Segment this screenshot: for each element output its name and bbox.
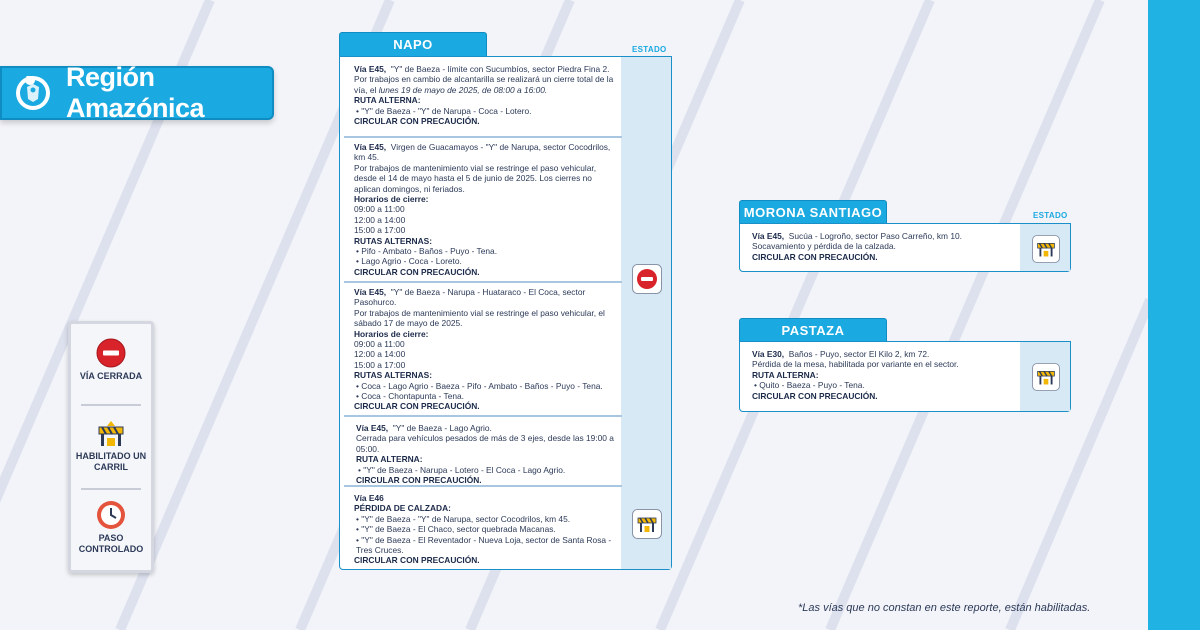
section-title-morona-santiago: MORONA SANTIAGO: [739, 200, 887, 224]
napo-entry-1: Vía E45, "Y" de Baeza - límite con Sucumbíos, sector Piedra Fina 2. Por trabajos en cambio de alcantarilla se realizará un cierre total de la vía, el lunes 19 de mayo de 2025, de 08:00 a 16:00. RUTA ALTERNA: • "Y" de Baeza - "Y" de Narupa - Coca - Lotero. CIRCULAR CON PRECAUCIÓN.: [354, 64, 614, 127]
morona-entry: Vía E45, Sucúa - Logroño, sector Paso Carreño, km 10. Socavamiento y pérdida de la calzada. CIRCULAR CON PRECAUCIÓN.: [752, 231, 962, 262]
entry-divider: [344, 281, 622, 283]
barrier-icon: [1032, 235, 1060, 263]
legend-label-controlled: PASO CONTROLADO: [78, 533, 144, 554]
legend-panel: [68, 321, 154, 573]
legend-divider: [81, 488, 141, 490]
clock-icon: [96, 500, 126, 530]
legend-item-controlled: [71, 500, 151, 555]
legend-label-closed: VÍA CERRADA: [79, 371, 143, 381]
map-pin-icon: [16, 76, 50, 110]
pastaza-panel: [739, 341, 1071, 412]
barrier-icon: [632, 509, 662, 539]
section-title-pastaza: PASTAZA: [739, 318, 887, 342]
legend-label-one-lane: HABILITADO UN CARRIL: [75, 451, 147, 472]
morona-panel: [739, 223, 1071, 272]
entry-divider: [344, 415, 622, 417]
napo-entry-2: Vía E45, Virgen de Guacamayos - "Y" de Narupa, sector Cocodrilos, km 45. Por trabajos de mantenimiento vial se restringe el paso vehicular, desde el 14 de mayo hasta el 5 de junio de 2025. Los cierres no aplican domingos, ni feriados. Horarios de cierre: 09:00 a 11:00 12:00 a 14:00 15:00 a 17:00 RUTAS ALTERNAS: • Pifo - Ambato - Baños - Puyo - Tena. • Lago Agrio - Coca - Loreto. CIRCULAR CON PRECAUCIÓN.: [354, 142, 611, 277]
barrier-icon: [1032, 363, 1060, 391]
no-entry-icon: [96, 338, 126, 368]
no-entry-icon: [632, 264, 662, 294]
pastaza-entry: Vía E30, Baños - Puyo, sector El Kilo 2, km 72. Pérdida de la mesa, habilitada por variante en el sector. RUTA ALTERNA: • Quito - Baeza - Puyo - Tena. CIRCULAR CON PRECAUCIÓN.: [752, 349, 959, 401]
section-title-napo: NAPO: [339, 32, 487, 56]
legend-item-one-lane: [71, 420, 151, 473]
entry-divider: [344, 485, 622, 487]
estado-column: [621, 57, 671, 569]
napo-entry-5: Vía E46 PÉRDIDA DE CALZADA: • "Y" de Baeza - "Y" de Narupa, sector Cocodrilos, km 45. • "Y" de Baeza - El Chaco, sector quebrada Macanas. • "Y" de Baeza - El Reventador - Nueva Loja, sector de Santa Rosa - Tres Cruces. CIRCULAR CON PRECAUCIÓN.: [354, 493, 612, 566]
legend-item-closed: [71, 338, 151, 382]
napo-entry-4: Vía E45, "Y" de Baeza - Lago Agrio. Cerrada para vehículos pesados de más de 3 ejes, desde las 19:00 a 05:00. RUTA ALTERNA: • "Y" de Baeza - Narupa - Lotero - El Coca - Lago Agrio. CIRCULAR CON PRECAUCIÓN.: [356, 423, 614, 486]
legend-divider: [81, 404, 141, 406]
napo-panel: [339, 56, 672, 570]
entry-divider: [344, 136, 622, 138]
right-accent-bar: [1148, 0, 1200, 630]
napo-entry-3: Vía E45, "Y" de Baeza - Narupa - Huataraco - El Coca, sector Pasohurco. Por trabajos de mantenimiento vial se restringe el paso vehicular, el sábado 17 de mayo de 2025. Horarios de cierre: 09:00 a 11:00 12:00 a 14:00 15:00 a 17:00 RUTAS ALTERNAS: • Coca - Lago Agrio - Baeza - Pifo - Ambato - Baños - Puyo - Tena. • Coca - Chontapunta - Tena. CIRCULAR CON PRECAUCIÓN.: [354, 287, 605, 412]
estado-label: ESTADO: [632, 45, 667, 54]
estado-label: ESTADO: [1033, 211, 1068, 220]
footnote: *Las vías que no constan en este reporte, están habilitadas.: [798, 602, 1091, 614]
barrier-icon: [96, 420, 126, 448]
region-title: Región Amazónica: [66, 62, 205, 123]
region-header: [0, 62, 274, 123]
